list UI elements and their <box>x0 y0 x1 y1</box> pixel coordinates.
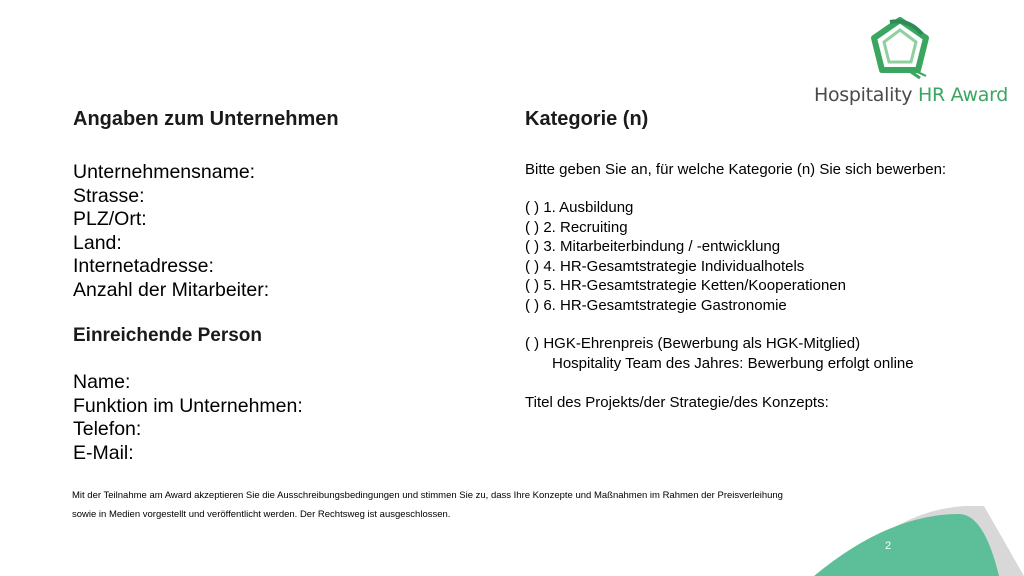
footer-disclaimer-line-2: sowie in Medien vorgestellt und veröffentlicht werden. Der Rechtsweg ist ausgeschlossen. <box>72 509 451 520</box>
team-of-year-note: Hospitality Team des Jahres: Bewerbung erfolgt online <box>552 354 914 372</box>
person-field-phone: Telefon: <box>73 418 142 440</box>
page-number: 2 <box>885 540 892 552</box>
project-title-label: Titel des Projekts/der Strategie/des Konzepts: <box>525 394 829 411</box>
person-field-function: Funktion im Unternehmen: <box>73 394 303 417</box>
category-heading: Kategorie (n) <box>525 108 649 130</box>
company-field-website: Internetadresse: <box>73 255 214 277</box>
category-option-5: ( ) 5. HR-Gesamtstrategie Ketten/Kooperationen <box>525 277 846 294</box>
logo-wordmark <box>814 84 1008 106</box>
category-option-4: ( ) 4. HR-Gesamtstrategie Individualhotels <box>525 257 805 275</box>
person-field-name: Name: <box>73 371 131 393</box>
company-field-name: Unternehmensname: <box>73 161 256 183</box>
honor-award-block <box>525 334 914 373</box>
pentagon-swirl-logo-icon <box>868 16 932 80</box>
logo-word-hr-award: HR Award <box>917 84 1009 106</box>
company-field-zip-city: PLZ/Ort: <box>73 208 147 230</box>
category-option-6: ( ) 6. HR-Gesamtstrategie Gastronomie <box>525 296 787 314</box>
person-heading: Einreichende Person <box>73 325 263 346</box>
category-option-1: ( ) 1. Ausbildung <box>525 199 634 216</box>
category-intro: Bitte geben Sie an, für welche Kategorie (n) Sie sich bewerben: <box>525 161 947 178</box>
company-field-country: Land: <box>73 231 122 254</box>
person-field-list <box>73 371 303 465</box>
company-field-employees: Anzahl der Mitarbeiter: <box>73 278 270 301</box>
company-field-list <box>73 161 269 302</box>
honor-award-option: ( ) HGK-Ehrenpreis (Bewerbung als HGK-Mitglied) <box>525 335 861 352</box>
company-heading: Angaben zum Unternehmen <box>73 108 339 130</box>
category-option-3: ( ) 3. Mitarbeiterbindung / -entwicklung <box>525 238 781 255</box>
company-field-street: Strasse: <box>73 184 145 207</box>
footer-disclaimer-line-1: Mit der Teilnahme am Award akzeptieren Sie die Ausschreibungsbedingungen und stimmen Sie zu, dass Ihre Konzepte und Maßnahmen im Rahmen der Preisverleihung <box>72 490 783 501</box>
person-field-email: E-Mail: <box>73 441 134 464</box>
logo-word-hospitality: Hospitality <box>814 84 913 106</box>
category-option-list <box>525 198 846 315</box>
category-option-2: ( ) 2. Recruiting <box>525 218 628 236</box>
decorative-corner-swoosh <box>794 506 1024 576</box>
hospitality-hr-award-logo <box>812 16 1009 112</box>
